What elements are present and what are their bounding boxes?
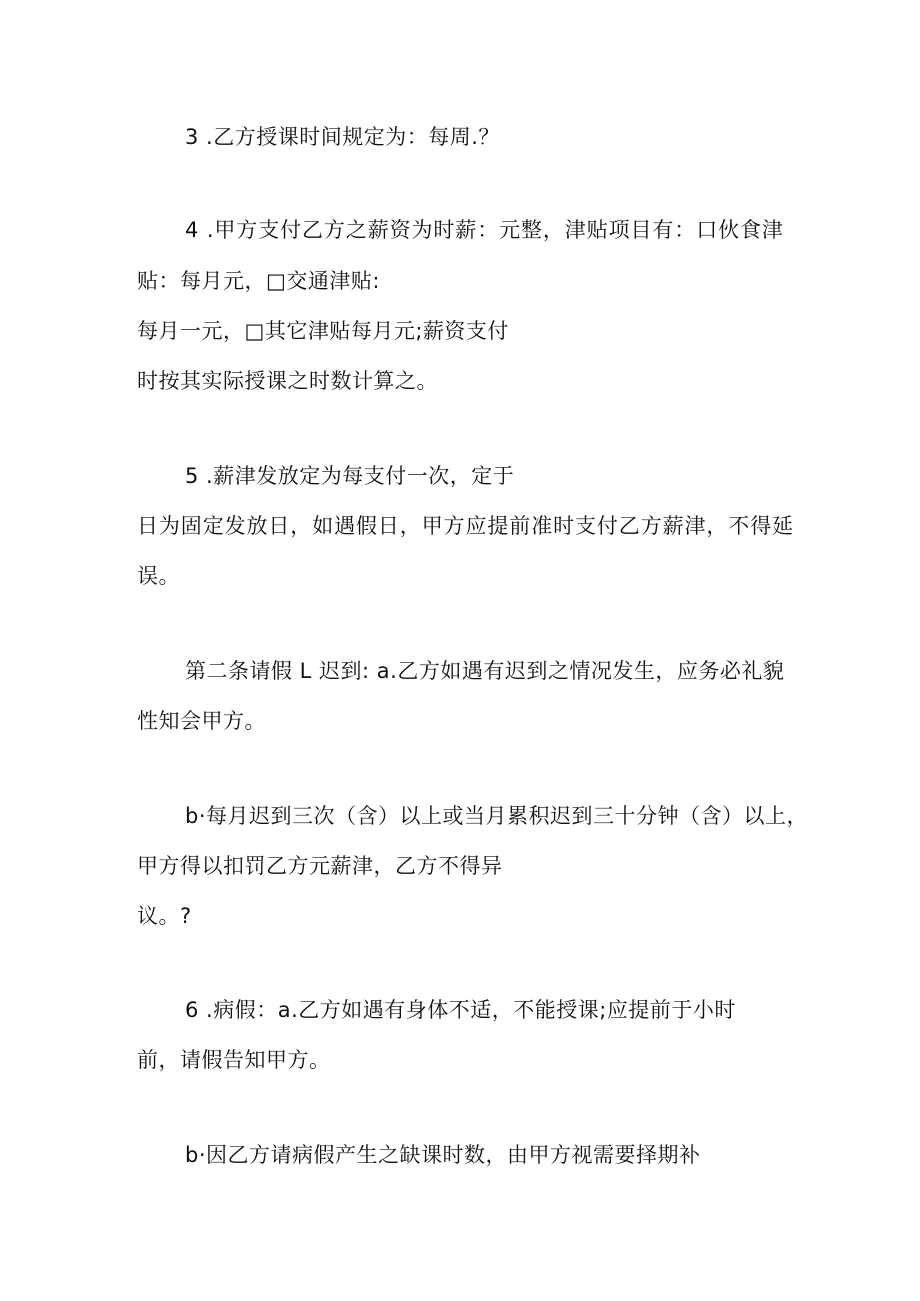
clause-4-line-4: 时按其实际授课之时数计算之。 [137,369,438,393]
clause-4-line-3: 每月一元，□其它津贴每月元;薪资支付 [137,319,509,343]
clause-6-line-2: 前，请假告知甲方。 [137,1048,331,1072]
clause-5-line-2: 日为固定发放日，如遇假日，甲方应提前准时支付乙方薪津，不得延 [137,514,794,538]
item-b-sick-leave-line-1: b·因乙方请病假产生之缺课时数，由甲方视需要择期补 [185,1143,701,1167]
item-b-lateness-line-1: b·每月迟到三次（含）以上或当月累积迟到三十分钟（含）以上， [185,804,809,828]
article-2-line-1: 第二条请假 L 迟到: a.乙方如遇有迟到之情况发生，应务必礼貌 [185,659,785,683]
clause-5-line-3: 误。 [137,564,180,588]
clause-4-line-1: 4 .甲方支付乙方之薪资为时薪：元整，津贴项目有：口伙食津 [185,218,784,242]
clause-6-line-1: 6 .病假：a.乙方如遇有身体不适，不能授课;应提前于小时 [185,998,736,1022]
clause-5-line-1: 5 .薪津发放定为每支付一次，定于 [185,464,515,488]
item-b-lateness-line-2: 甲方得以扣罚乙方元薪津，乙方不得异 [137,854,503,878]
item-b-lateness-line-3: 议。? [137,904,192,928]
article-2-line-2: 性知会甲方。 [137,709,266,733]
clause-3-line-1: 3 .乙方授课时间规定为：每周.？ [185,125,500,149]
clause-4-line-2: 贴：每月元，□交通津贴: [137,269,380,293]
